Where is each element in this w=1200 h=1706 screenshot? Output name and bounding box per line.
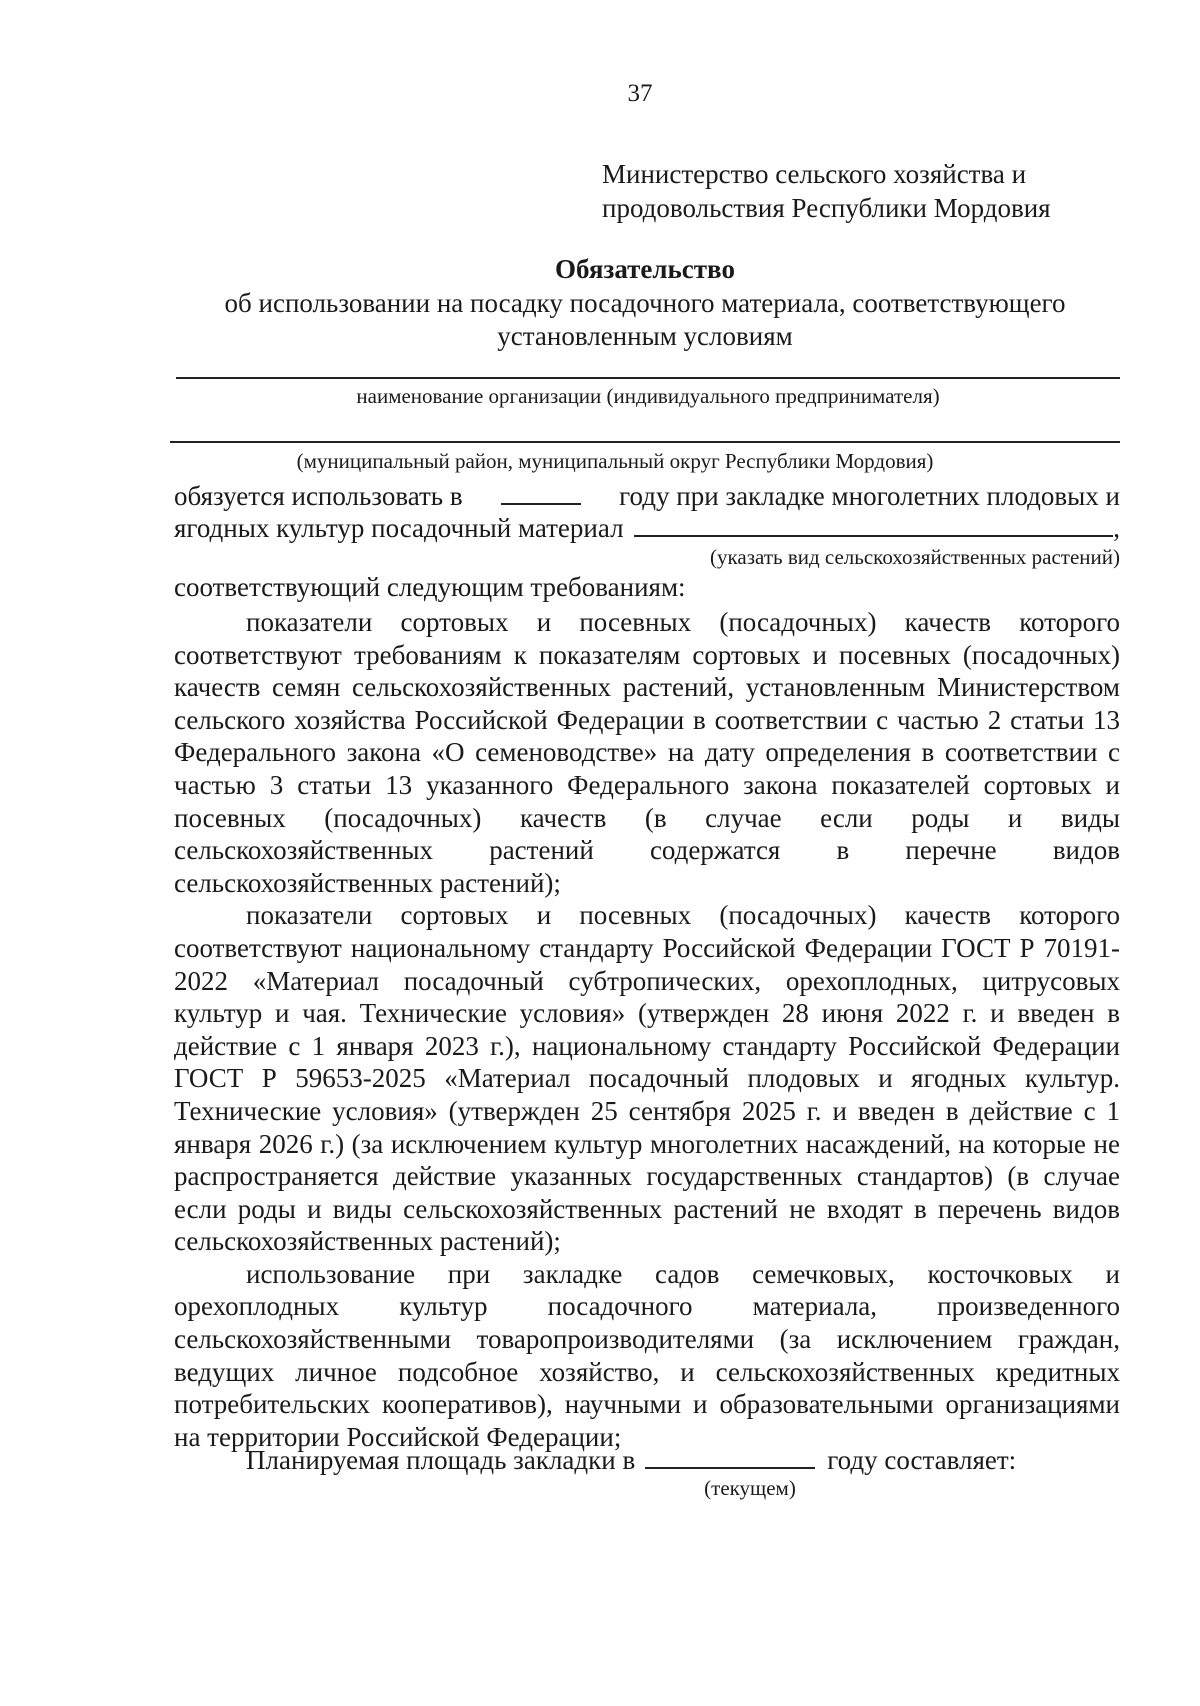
subtitle-line: установленным условиям (497, 321, 793, 351)
requirements-body (174, 606, 1120, 1453)
planned-area-line (246, 1443, 1120, 1476)
subtitle-line: об использовании на посадку посадочного материала, соответствующего (224, 288, 1066, 318)
addressee-line: продовольствия Республики Мордовия (602, 193, 1051, 223)
obligation-text-start: обязуется использовать в (174, 481, 463, 511)
plant-species-field[interactable] (634, 511, 1114, 537)
district-caption: (муниципальный район, муниципальный округ Республики Мордовия) (296, 449, 934, 473)
requirement-paragraph: использование при закладке садов семечковых, косточковых и орехоплодных культур посадочного материала, произведенного сельскохозяйственными товаропроизводителями (за исключением граждан, ведущих личное подсобное хозяйство, и сельскохозяйственных кредитных потребительских кооперативов), научными и образовательными организациями на территории Российской Федерации; (174, 1258, 1120, 1452)
material-line (174, 511, 1120, 544)
obligation-line (174, 479, 1120, 512)
requirement-paragraph: показатели сортовых и посевных (посадочных) качеств которого соответствуют требованиям к показателям сортовых и посевных (посадочных) качеств семян сельскохозяйственных растений, установленным Министерством сельского хозяйства Российской Федерации в соответствии с частью 2 статьи 13 Федерального закона «О семеноводстве» на дату определения в соответствии с частью 3 статьи 13 указанного Федерального закона показателей сортовых и посевных (посадочных) качеств (в случае если роды и виды сельскохозяйственных растений содержатся в перечне видов сельскохозяйственных растений); (174, 607, 1120, 898)
obligation-text-end: году при закладке многолетних плодовых и (619, 481, 1120, 511)
organization-name-caption: наименование организации (индивидуального предпринимателя) (356, 384, 940, 408)
current-year-field[interactable] (645, 1443, 815, 1469)
organization-name-field[interactable] (176, 377, 1120, 379)
year-field[interactable] (501, 479, 581, 505)
addressee-block (602, 157, 1162, 225)
addressee-line: Министерство сельского хозяйства и (602, 159, 1027, 189)
current-year-caption: (текущем) (704, 1476, 796, 1500)
page-number: 37 (627, 80, 653, 107)
document-title: Обязательство (555, 254, 735, 284)
requirement-paragraph: показатели сортовых и посевных (посадочных) качеств которого соответствуют национальному стандарту Российской Федерации ГОСТ Р 70191-2022 «Материал посадочный субтропических, орехоплодных, цитрусовых культур и чая. Технические условия» (утвержден 28 июня 2022 г. и введен в действие с 1 января 2023 г.), национальному стандарту Российской Федерации ГОСТ Р 59653-2025 «Материал посадочный плодовых и ягодных культур. Технические условия» (утвержден 25 сентября 2025 г. и введен в действие с 1 января 2026 г.) (за исключением культур многолетних насаждений, на которые не распространяется действие указанных государственных стандартов) (в случае если роды и виды сельскохозяйственных растений не входят в перечень видов сельскохозяйственных растений); (174, 900, 1120, 1257)
district-field[interactable] (170, 441, 1120, 443)
material-text-end: , (1113, 513, 1120, 543)
plant-species-caption: (указать вид сельскохозяйственных растений) (710, 545, 1120, 569)
requirements-line: соответствующий следующим требованиям: (174, 572, 686, 602)
document-subtitle (170, 287, 1120, 353)
material-text-start: ягодных культур посадочный материал (174, 513, 624, 543)
planned-area-text-end: году составляет: (827, 1445, 1017, 1475)
planned-area-text-start: Планируемая площадь закладки в (246, 1445, 636, 1475)
